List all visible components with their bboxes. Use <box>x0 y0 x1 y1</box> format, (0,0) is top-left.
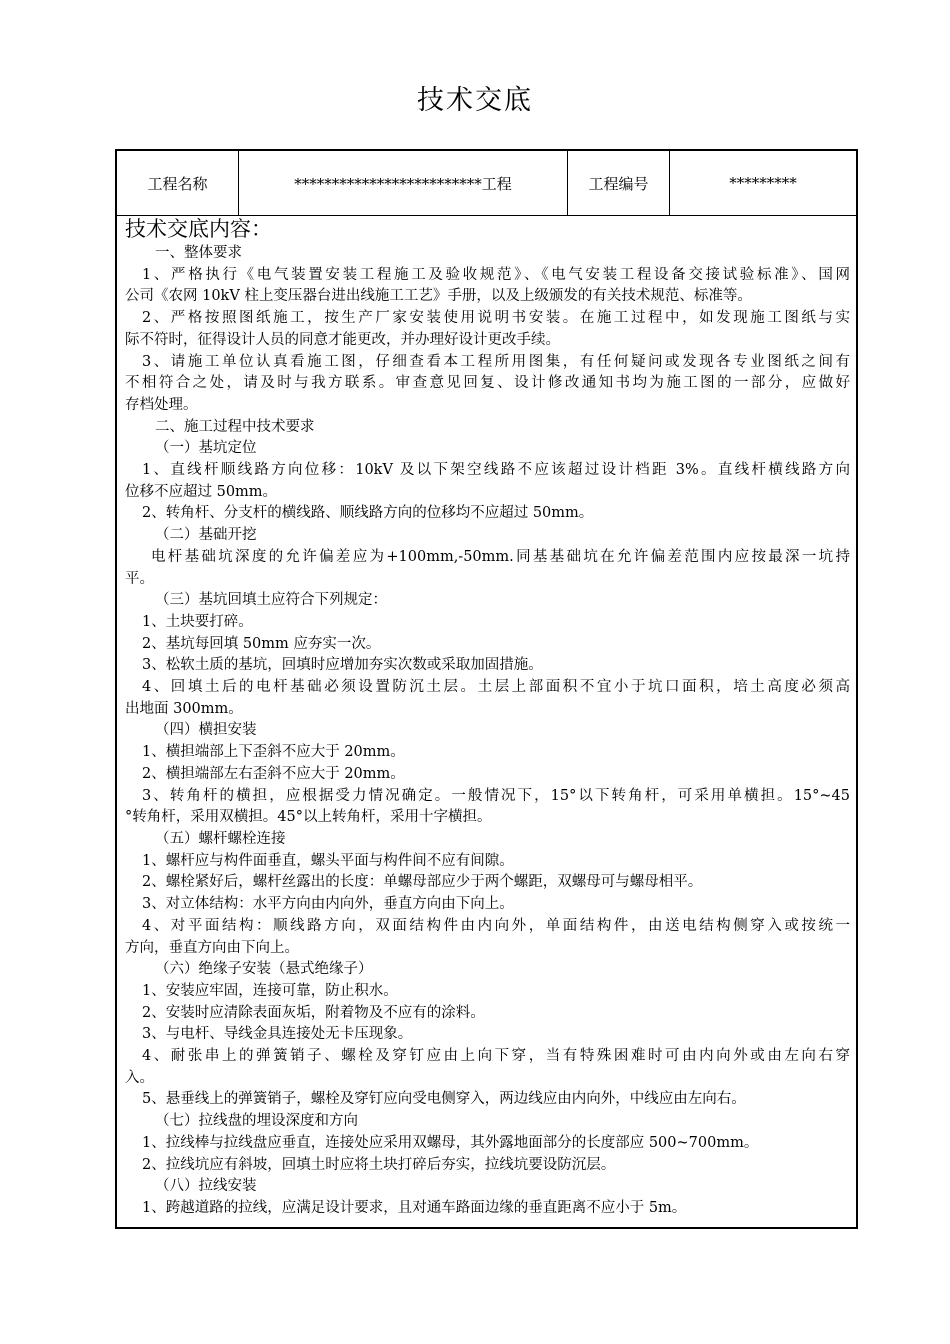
disclosure-content <box>125 215 850 1220</box>
content-line: 二、施工过程中技术要求 <box>155 418 315 435</box>
document-title: 技术交底 <box>417 85 533 116</box>
project-name-label: 工程名称 <box>147 174 208 193</box>
content-line: 2、严格按照图纸施工，按生产厂家安装使用说明书安装。在施工过程中，如发现施工图纸与实 <box>142 310 850 327</box>
content-line: 2、安装时应清除表面灰垢，附着物及不应有的涂料。 <box>142 1004 485 1021</box>
content-line: 位移不应超过 50mm。 <box>125 483 278 500</box>
content-line: 入。 <box>125 1069 154 1086</box>
content-line: 平。 <box>125 570 154 587</box>
content-line: （一）基坑定位 <box>155 440 257 457</box>
content-line: °转角杆，采用双横担。45°以上转角杆，采用十字横担。 <box>125 809 492 826</box>
content-line: 1、严格执行《电气装置安装工程施工及验收规范》、《电气安装工程设备交接试验标准》、国网 <box>142 266 850 283</box>
content-line: 2、横担端部左右歪斜不应大于 20mm。 <box>142 765 405 782</box>
disclosure-table <box>115 149 858 1229</box>
content-line: 一、整体要求 <box>155 245 242 261</box>
content-line: 4、对平面结构：顺线路方向，双面结构件由内向外，单面结构件，由送电结构侧穿入或按统一 <box>142 917 850 934</box>
content-line: （四）横担安装 <box>155 722 257 739</box>
content-heading: 技术交底内容： <box>125 217 272 241</box>
content-line: 2、基坑每回填 50mm 应夯实一次。 <box>142 635 381 652</box>
content-line: 3、对立体结构：水平方向由内向外，垂直方向由下向上。 <box>142 896 514 913</box>
content-line: 2、螺栓紧好后，螺杆丝露出的长度：单螺母部应少于两个螺距，双螺母可与螺母相平。 <box>142 874 703 891</box>
project-no-label: 工程编号 <box>588 174 649 193</box>
content-line: 不相符合之处，请及时与我方联系。审查意见回复、设计修改通知书均为施工图的一部分，应做好 <box>125 375 850 392</box>
content-line: 3、转角杆的横担，应根据受力情况确定。一般情况下，15°以下转角杆，可采用单横担。15°~45 <box>142 787 850 804</box>
content-line: 1、横担端部上下歪斜不应大于 20mm。 <box>142 744 405 761</box>
content-line: 存档处理。 <box>125 396 198 413</box>
header-row <box>117 151 856 216</box>
content-line: 4、回填土后的电杆基础必须设置防沉土层。土层上部面积不宜小于坑口面积，培土高度必须高 <box>142 679 850 696</box>
content-line: 1、拉线棒与拉线盘应垂直，连接处应采用双螺母，其外露地面部分的长度部应 500~700mm。 <box>142 1134 759 1151</box>
content-line: 2、拉线坑应有斜坡，回填土时应将土块打碎后夯实，拉线坑要设防沉层。 <box>142 1156 616 1173</box>
project-no-value: ********* <box>729 174 797 192</box>
content-line: （三）基坑回填土应符合下列规定： <box>155 592 387 609</box>
content-line: 5、悬垂线上的弹簧销子，螺栓及穿钉应向受电侧穿入，两边线应由内向外，中线应由左向右。 <box>142 1091 746 1108</box>
content-line: 1、直线杆顺线路方向位移：10kV 及以下架空线路不应该超过设计档距 3%。直线杆横线路方向 <box>142 462 850 479</box>
content-line: 方向，垂直方向由下向上。 <box>125 939 299 956</box>
project-name-value: *************************工程 <box>294 174 512 193</box>
content-line: 3、请施工单位认真看施工图，仔细查看本工程所用图集，有任何疑问或发现各专业图纸之间有 <box>142 353 850 370</box>
content-line: （七）拉线盘的埋设深度和方向 <box>155 1113 358 1130</box>
content-line: 1、螺杆应与构件面垂直，螺头平面与构件间不应有间隙。 <box>142 852 514 869</box>
content-line: 1、安装应牢固，连接可靠，防止积水。 <box>142 982 398 999</box>
content-line: （八）拉线安装 <box>155 1178 257 1195</box>
content-line: 3、与电杆、导线金具连接处无卡压现象。 <box>142 1026 413 1043</box>
content-line: 4、耐张串上的弹簧销子、螺栓及穿钉应由上向下穿，当有特殊困难时可由内向外或由左向右穿 <box>142 1048 850 1065</box>
content-line: 2、转角杆、分支杆的横线路、顺线路方向的位移均不应超过 50mm。 <box>142 505 594 522</box>
content-line: （五）螺杆螺栓连接 <box>155 830 286 847</box>
content-line: （六）绝缘子安装（悬式绝缘子） <box>155 961 373 978</box>
content-line: 1、土块要打碎。 <box>142 613 253 630</box>
content-line: 3、松软土质的基坑，回填时应增加夯实次数或采取加固措施。 <box>142 657 543 674</box>
content-line: 际不符时，征得设计人员的同意才能更改，并办理好设计更改手续。 <box>125 331 560 348</box>
content-line: 1、跨越道路的拉线，应满足设计要求，且对通车路面边缘的垂直距离不应小于 5m。 <box>142 1199 687 1216</box>
content-line: 电杆基础坑深度的允许偏差应为+100mm,-50mm.同基基础坑在允许偏差范围内应按最深一坑持 <box>151 548 850 565</box>
content-line: （二）基础开挖 <box>155 527 257 544</box>
content-line: 出地面 300mm。 <box>125 700 243 717</box>
content-line: 公司《农网 10kV 柱上变压器台进出线施工工艺》手册，以及上级颁发的有关技术规范、标准等。 <box>125 288 752 305</box>
